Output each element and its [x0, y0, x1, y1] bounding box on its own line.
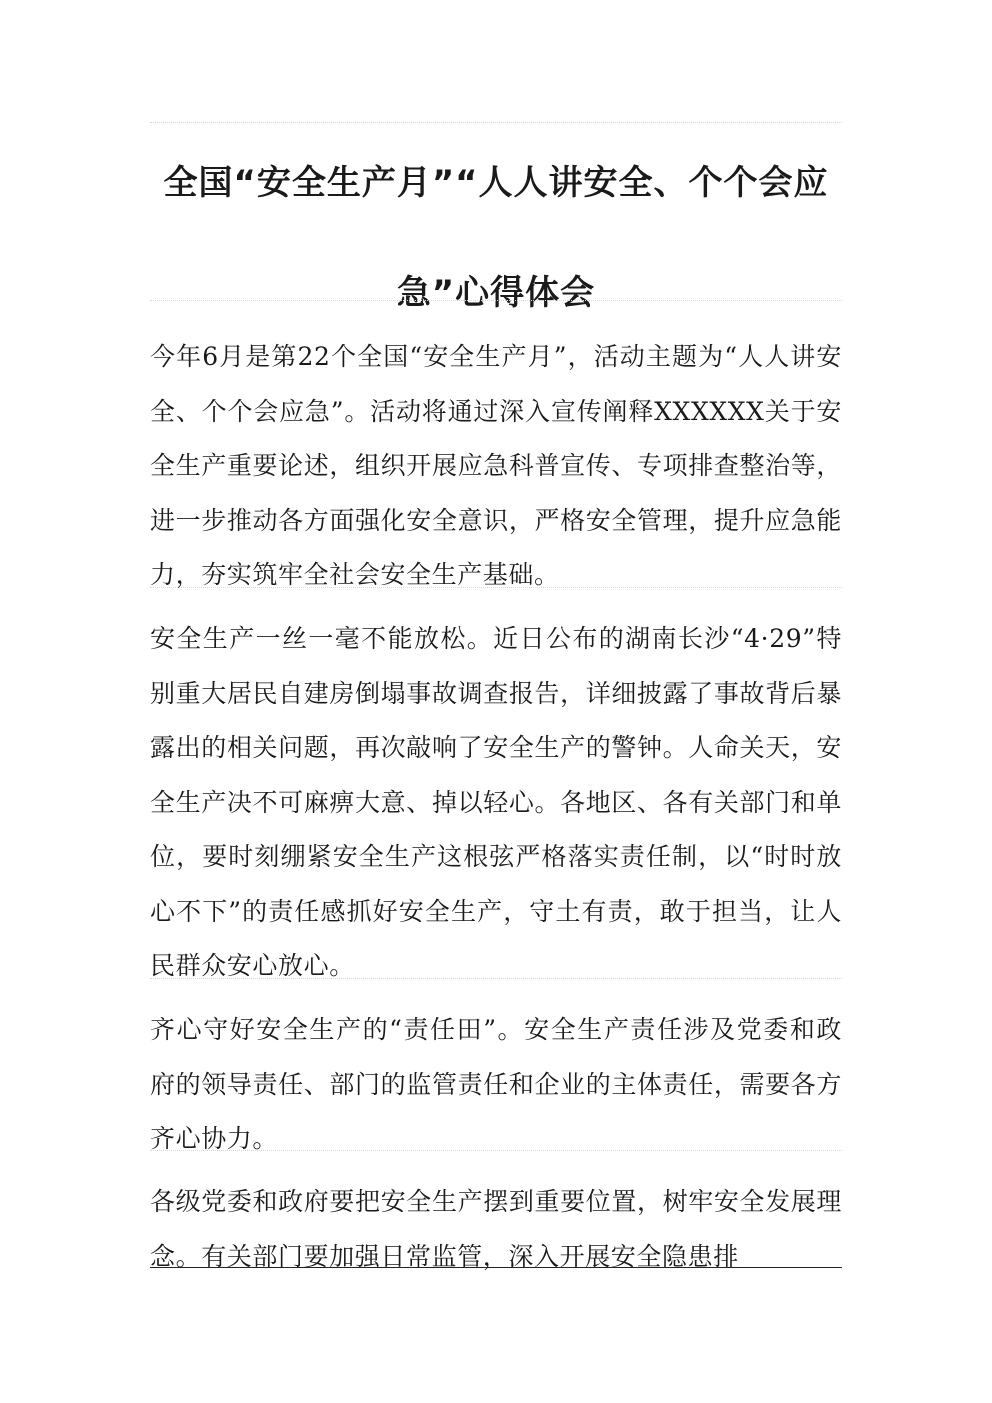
- title-divider: [150, 300, 842, 301]
- paragraph-3: 齐心守好安全生产的“责任田”。安全生产责任涉及党委和政府的领导责任、部门的监管责任和企业的主体责任，需要各方齐心协力。: [150, 1015, 842, 1153]
- paragraph-divider: [150, 587, 842, 588]
- page-bottom-rule: [150, 1267, 842, 1268]
- paragraph-4: 各级党委和政府要把安全生产摆到重要位置，树牢安全发展理念。有关部门要加强日常监管，深入开展安全隐患排: [150, 1187, 842, 1271]
- paragraph-divider: [150, 978, 842, 979]
- top-divider: [150, 122, 842, 123]
- paragraph-divider: [150, 1150, 842, 1151]
- paragraph-2: 安全生产一丝一毫不能放松。近日公布的湖南长沙“4·29”特别重大居民自建房倒塌事故调查报告，详细披露了事故背后暴露出的相关问题，再次敲响了安全生产的警钟。人命关天，安全生产决不可麻痹大意、掉以轻心。各地区、各有关部门和单位，要时刻绷紧安全生产这根弦严格落实责任制，以“时时放心不下”的责任感抓好安全生产，守土有责，敢于担当，让人民群众安心放心。: [150, 624, 842, 980]
- title-line-1: 全国“安全生产月”“人人讲安全、个个会应: [163, 163, 829, 203]
- title-line-2: 急”心得体会: [396, 273, 596, 313]
- document-title: [150, 128, 842, 348]
- paragraph-1: 今年6月是第22个全国“安全生产月”，活动主题为“人人讲安全、个个会应急”。活动将通过深入宣传阐释XXXXXX关于安全生产重要论述，组织开展应急科普宣传、专项排查整治等，进一步推动各方面强化安全意识，严格安全管理，提升应急能力，夯实筑牢全社会安全生产基础。: [150, 342, 842, 589]
